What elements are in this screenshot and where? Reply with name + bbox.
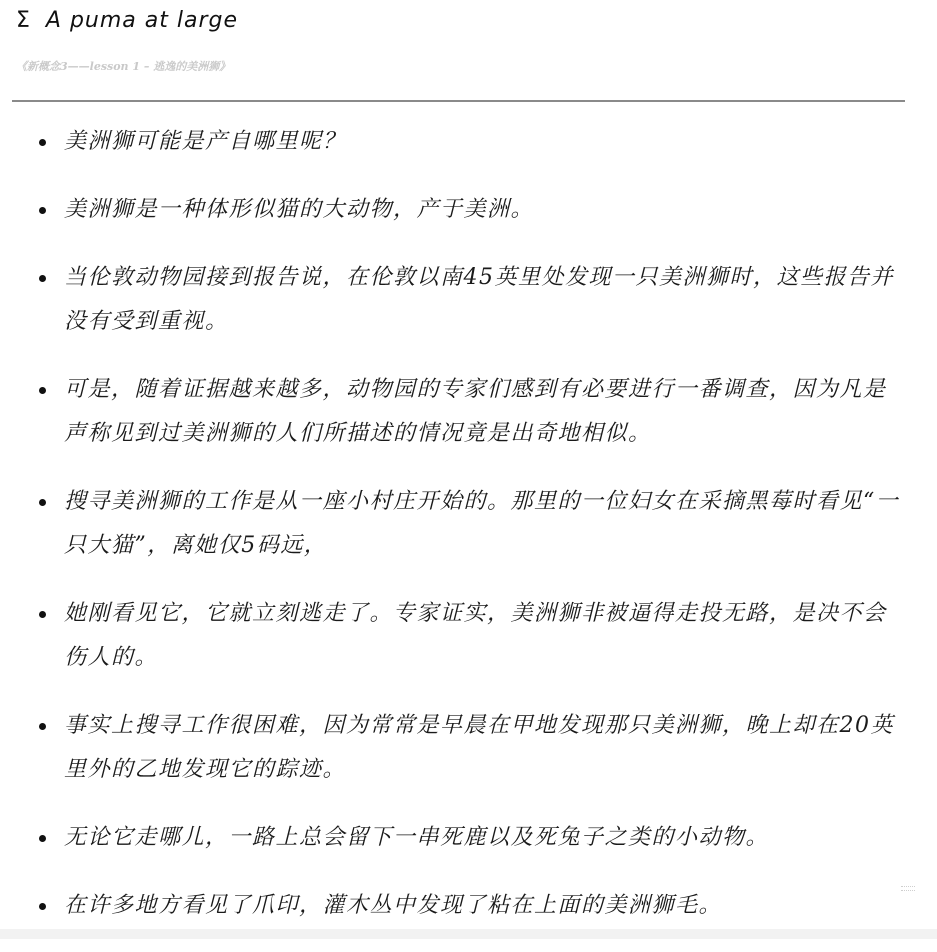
list-item-text: 搜寻美洲狮的工作是从一座小村庄开始的。那里的一位妇女在采摘黑莓时看见“一只大猫”，离她仅5码远， [64,489,900,558]
note-content [0,120,937,952]
bullet-icon [39,139,46,146]
bullet-icon [39,611,46,618]
bullet-icon [39,499,46,506]
bullet-icon [39,207,46,214]
sigma-icon: Σ [16,8,30,33]
list-item [0,704,937,792]
bottom-bar [0,929,937,939]
page-title: A puma at large [45,8,239,33]
title-row [16,8,238,33]
bullet-icon [39,835,46,842]
list-item-text: 可是，随着证据越来越多，动物园的专家们感到有必要进行一番调查，因为凡是声称见到过美洲狮的人们所描述的情况竟是出奇地相似。 [64,377,887,446]
list-item [0,188,937,232]
list-item [0,816,937,860]
list-item-text: 事实上搜寻工作很困难，因为常常是早晨在甲地发现那只美洲狮，晚上却在20英里外的乙地发现它的踪迹。 [64,713,894,782]
bullet-list [0,120,937,928]
bullet-icon [39,903,46,910]
list-item-text: 她刚看见它，它就立刻逃走了。专家证实，美洲狮非被逼得走投无路，是决不会伤人的。 [64,601,887,670]
resize-handle-icon[interactable] [901,886,915,891]
list-item-text: 美洲狮是一种体形似猫的大动物，产于美洲。 [64,197,535,222]
list-item-text: 美洲狮可能是产自哪里呢？ [64,129,347,154]
bullet-icon [39,275,46,282]
bullet-icon [39,387,46,394]
bullet-icon [39,723,46,730]
header-divider [12,100,905,102]
list-item [0,256,937,344]
page-subtitle: 《新概念3——lesson 1 – 逃逸的美洲狮》 [16,60,231,73]
list-item [0,368,937,456]
list-item [0,592,937,680]
list-item-text: 当伦敦动物园接到报告说，在伦敦以南45英里处发现一只美洲狮时，这些报告并没有受到重视。 [64,265,894,334]
list-item [0,480,937,568]
list-item [0,884,937,928]
list-item-text: 在许多地方看见了爪印，灌木丛中发现了粘在上面的美洲狮毛。 [64,893,723,918]
list-item-text: 无论它走哪儿，一路上总会留下一串死鹿以及死兔子之类的小动物。 [64,825,770,850]
list-item [0,120,937,164]
